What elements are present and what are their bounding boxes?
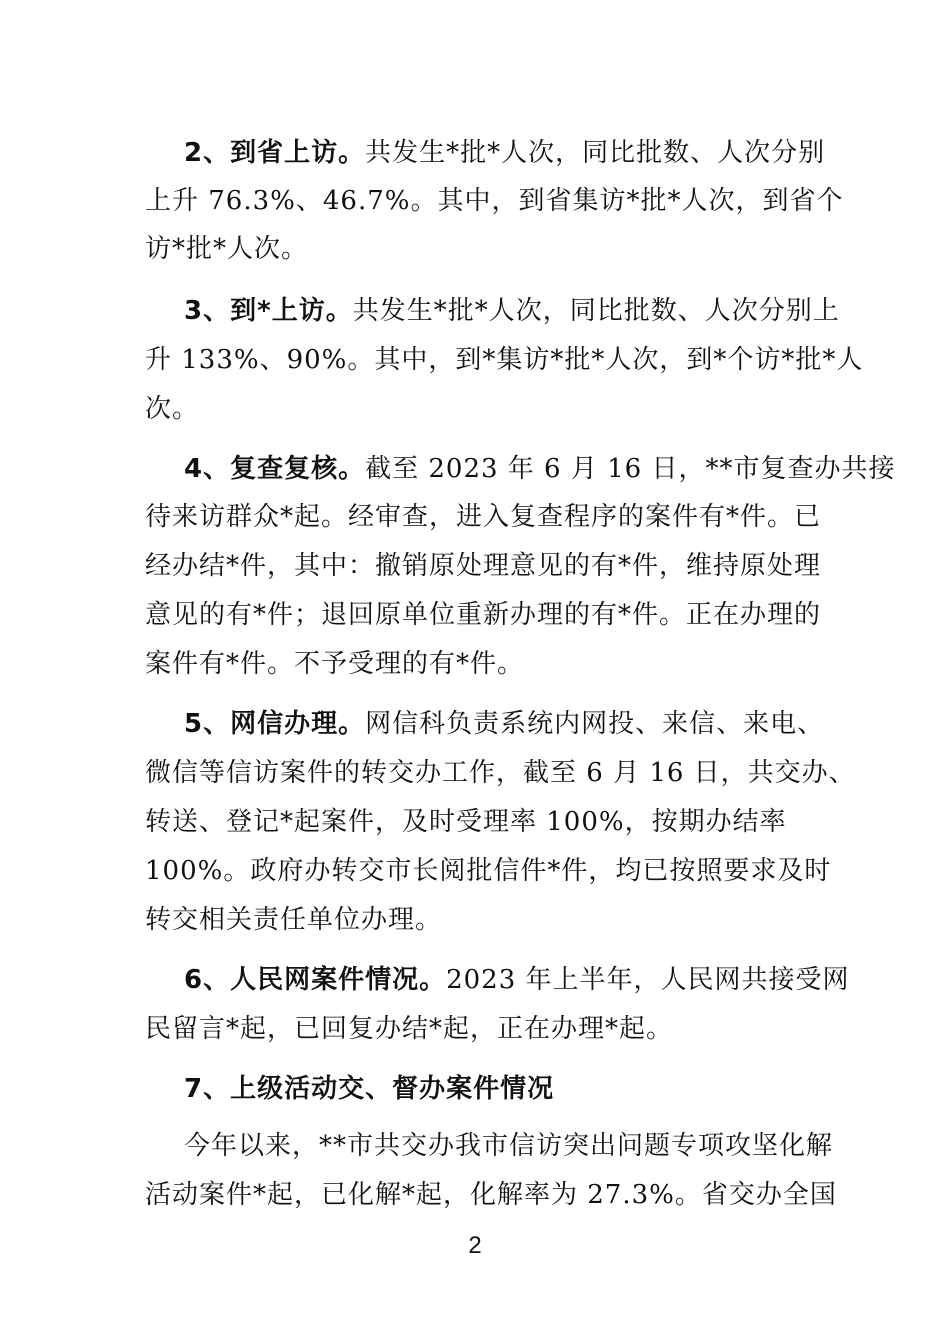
section-7-heading: 7、上级活动交、督办案件情况 — [184, 1074, 555, 1104]
section-5-line-3: 转送、登记*起案件，及时受理率 100%，按期办结率 — [145, 807, 787, 837]
section-4-text: 截至 2023 年 6 月 16 日，**市复查办共接 — [365, 454, 896, 484]
section-4-line-2: 待来访群众*起。经审查，进入复查程序的案件有*件。已 — [145, 502, 822, 532]
section-3-line-3: 次。 — [145, 394, 200, 424]
section-6-heading: 6、人民网案件情况。 — [184, 965, 447, 995]
section-4-line-1 — [184, 444, 895, 494]
section-3-line-1 — [184, 286, 840, 336]
section-4-line-4: 意见的有*件；退回原单位重新办理的有*件。正在办理的 — [145, 600, 822, 630]
section-6-line-1 — [184, 955, 850, 1005]
section-2-line-2: 上升 76.3%、46.7%。其中，到省集访*批*人次，到省个 — [145, 186, 844, 216]
section-3-heading: 3、到*上访。 — [184, 296, 353, 326]
section-2-line-1 — [184, 128, 825, 178]
section-2-heading: 2、到省上访。 — [184, 138, 366, 168]
section-3-line-2: 升 133%、90%。其中，到*集访*批*人次，到*个访*批*人 — [145, 345, 864, 375]
section-5-line-1 — [184, 699, 824, 749]
section-5-line-4: 100%。政府办转交市长阅批信件*件，均已按照要求及时 — [145, 856, 832, 886]
section-4-line-5: 案件有*件。不予受理的有*件。 — [145, 649, 525, 679]
page-number: 2 — [468, 1232, 482, 1259]
section-2-line-3: 访*批*人次。 — [145, 234, 309, 264]
section-2-text: 共发生*批*人次，同比批数、人次分别 — [365, 138, 826, 168]
section-5-line-5: 转交相关责任单位办理。 — [145, 905, 443, 935]
section-5-line-2: 微信等信访案件的转交办工作，截至 6 月 16 日，共交办、 — [145, 758, 856, 788]
section-4-heading: 4、复查复核。 — [184, 454, 366, 484]
section-4-line-3: 经办结*件，其中：撤销原处理意见的有*件，维持原处理 — [145, 551, 822, 581]
section-6-line-2: 民留言*起，已回复办结*起，正在办理*起。 — [145, 1014, 674, 1044]
section-6-text: 2023 年上半年，人民网共接受网 — [446, 965, 850, 995]
section-5-text: 网信科负责系统内网投、来信、来电、 — [365, 709, 825, 739]
section-3-text: 共发生*批*人次，同比批数、人次分别上 — [352, 296, 840, 326]
section-7-line-1: 今年以来，**市共交办我市信访突出问题专项攻坚化解 — [184, 1131, 834, 1161]
section-5-heading: 5、网信办理。 — [184, 709, 366, 739]
section-7-line-2: 活动案件*起，已化解*起，化解率为 27.3%。省交办全国 — [145, 1180, 837, 1210]
